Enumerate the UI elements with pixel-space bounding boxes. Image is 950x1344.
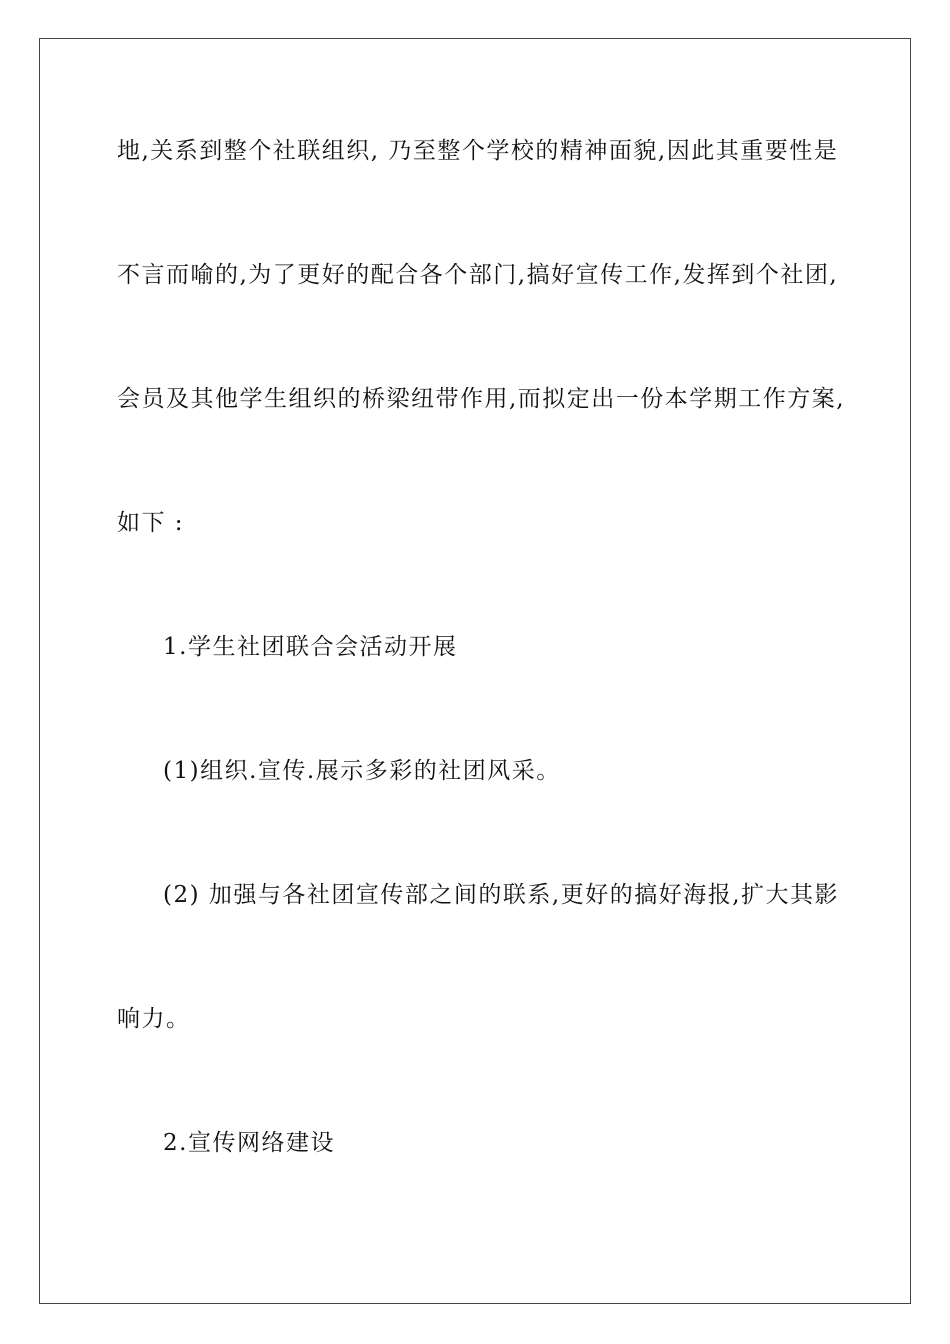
paragraph-line-2: 不言而喻的,为了更好的配合各个部门,搞好宣传工作,发挥到个社团,	[117, 262, 839, 288]
paragraph-line-4: 如下 :	[117, 510, 185, 536]
paragraph-line-3: 会员及其他学生组织的桥梁纽带作用,而拟定出一份本学期工作方案,	[117, 386, 846, 412]
list-item-2-continuation: 响力。	[117, 1006, 191, 1032]
list-item-2: (2) 加强与各社团宣传部之间的联系,更好的搞好海报,扩大其影	[163, 882, 840, 908]
section-heading-1: 1.学生社团联合会活动开展	[163, 634, 458, 660]
paragraph-line-1: 地,关系到整个社联组织, 乃至整个学校的精神面貌,因此其重要性是	[117, 138, 839, 164]
section-heading-2: 2.宣传网络建设	[163, 1130, 335, 1156]
page-frame	[39, 38, 911, 1304]
list-item-1: (1)组织.宣传.展示多彩的社团风采。	[163, 758, 561, 784]
